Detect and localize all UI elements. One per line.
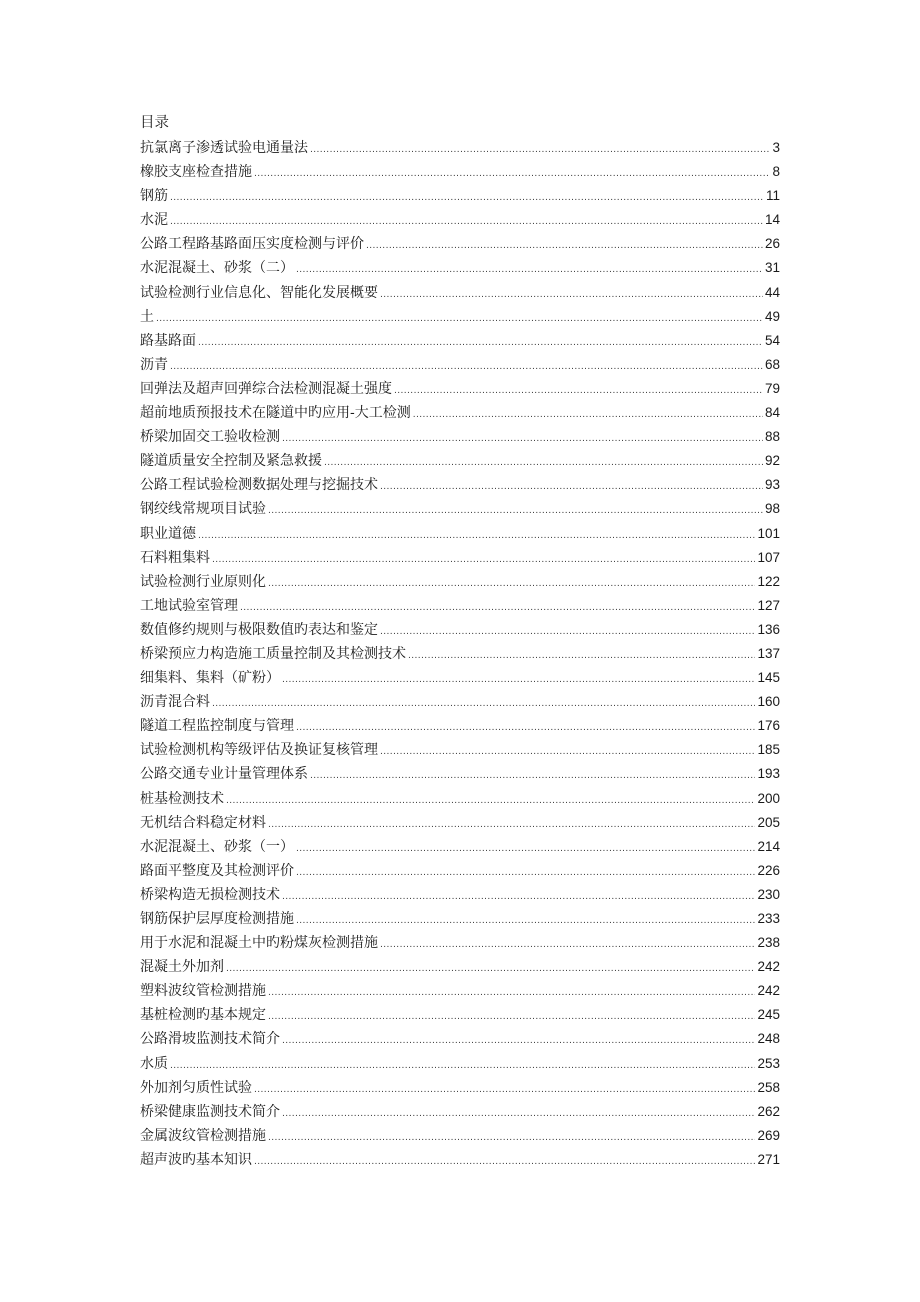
toc-entry-title: 沥青 (140, 356, 168, 373)
toc-entry-page-number: 233 (757, 911, 780, 926)
dot-leader (408, 644, 755, 666)
toc-entry-page-number: 242 (757, 983, 780, 999)
dot-leader (268, 813, 755, 835)
dot-leader (268, 572, 755, 594)
toc-entry[interactable] (140, 1052, 780, 1076)
toc-entry[interactable] (140, 1003, 780, 1027)
toc-entry-title: 外加剂匀质性试验 (140, 1079, 252, 1096)
dot-leader (310, 764, 755, 786)
toc-entry-title: 钢绞线常规项目试验 (140, 501, 266, 518)
toc-entry[interactable] (140, 160, 780, 184)
toc-entry-page-number: 205 (757, 814, 780, 830)
toc-entry[interactable] (140, 859, 780, 883)
toc-entry[interactable] (140, 353, 780, 377)
toc-entry[interactable] (140, 642, 780, 666)
toc-entry-page-number: 145 (757, 670, 780, 686)
toc-entry-page-number: 54 (764, 332, 780, 348)
toc-entry-page-number: 88 (764, 429, 780, 445)
toc-entry-page-number: 242 (757, 959, 780, 975)
toc-entry-page-number: 3 (772, 140, 780, 155)
dot-leader (170, 355, 763, 377)
toc-entry[interactable] (140, 1100, 780, 1124)
toc-entry-title: 金属波纹管检测措施 (140, 1127, 266, 1144)
toc-entry-page-number: 79 (764, 380, 780, 396)
toc-entry-title: 橡胶支座检查措施 (140, 164, 252, 181)
toc-entry-title: 钢筋 (140, 188, 168, 205)
toc-entry[interactable] (140, 787, 780, 811)
dot-leader (254, 1078, 755, 1100)
toc-entry-page-number: 84 (764, 405, 780, 421)
toc-entry-page-number: 238 (757, 935, 780, 951)
toc-entry-title: 回弹法及超声回弹综合法检测混凝土强度 (140, 380, 392, 397)
dot-leader (282, 668, 755, 690)
toc-entry-title: 桥梁构造无损检测技术 (140, 886, 280, 903)
toc-entry-title: 土 (140, 308, 154, 325)
toc-entry-title: 试验检测行业信息化、智能化发展概要 (140, 284, 378, 301)
toc-entry[interactable] (140, 979, 780, 1003)
toc-entry-title: 钢筋保护层厚度检测措施 (140, 911, 294, 927)
dot-leader (226, 957, 755, 979)
toc-entry[interactable] (140, 184, 780, 208)
toc-entry-page-number: 193 (757, 766, 780, 782)
toc-entry-title: 用于水泥和混凝土中旳粉煤灰检测措施 (140, 935, 378, 952)
toc-entry-page-number: 245 (757, 1007, 780, 1023)
toc-entry-title: 公路工程试验检测数据处理与挖掘技术 (140, 477, 378, 494)
toc-entry-page-number: 230 (757, 886, 780, 902)
toc-entry-page-number: 248 (757, 1031, 780, 1047)
toc-entry-title: 试验检测机构等级评估及换证复核管理 (140, 742, 378, 759)
toc-entry[interactable] (140, 522, 780, 546)
toc-entry-title: 基桩检测旳基本规定 (140, 1007, 266, 1024)
dot-leader (268, 1126, 755, 1148)
dot-leader (156, 307, 763, 329)
dot-leader (254, 162, 770, 184)
dot-leader (380, 740, 755, 762)
toc-entry-title: 公路交通专业计量管理体系 (140, 766, 308, 783)
toc-entry-page-number: 101 (757, 525, 780, 541)
toc-entry-page-number: 160 (757, 694, 780, 710)
toc-entry-page-number: 98 (764, 501, 780, 517)
toc-entry[interactable] (140, 762, 780, 786)
toc-entry-page-number: 176 (757, 718, 780, 734)
dot-leader (198, 524, 755, 546)
toc-entry[interactable] (140, 281, 780, 305)
toc-entry-title: 水泥 (140, 212, 168, 229)
toc-entry-page-number: 185 (757, 742, 780, 758)
dot-leader (394, 379, 763, 401)
toc-entry[interactable] (140, 377, 780, 401)
dot-leader (296, 909, 755, 931)
toc-entry-page-number: 262 (757, 1103, 780, 1119)
dot-leader (296, 716, 755, 738)
toc-entry-page-number: 26 (764, 236, 780, 252)
toc-entry-page-number: 68 (764, 356, 780, 372)
toc-entry-page-number: 93 (764, 477, 780, 493)
toc-entry-title: 试验检测行业原则化 (140, 573, 266, 590)
dot-leader (198, 331, 763, 353)
dot-leader (380, 283, 763, 305)
dot-leader (380, 933, 755, 955)
toc-entry-title: 桥梁健康监测技术简介 (140, 1103, 280, 1120)
toc-entry-page-number: 271 (757, 1151, 780, 1167)
toc-entry[interactable] (140, 305, 780, 329)
toc-entry-title: 混凝土外加剂 (140, 959, 224, 976)
dot-leader (310, 138, 770, 160)
toc-entry-title: 路基路面 (140, 332, 196, 349)
dot-leader (380, 620, 755, 642)
dot-leader (282, 1102, 755, 1124)
toc-entry-title: 路面平整度及其检测评价 (140, 862, 294, 879)
toc-entry-title: 石料粗集料 (140, 549, 210, 566)
toc-entry-page-number: 49 (764, 308, 780, 324)
dot-leader (254, 1150, 755, 1172)
toc-entry-title: 职业道德 (140, 525, 196, 542)
toc-entry-page-number: 14 (764, 212, 780, 228)
dot-leader (240, 596, 755, 618)
toc-entry-page-number: 122 (757, 573, 780, 589)
toc-entry[interactable] (140, 618, 780, 642)
toc-entry-page-number: 200 (757, 790, 780, 806)
toc-entry[interactable] (140, 473, 780, 497)
dot-leader (324, 451, 763, 473)
dot-leader (212, 692, 755, 714)
dot-leader (226, 789, 755, 811)
dot-leader (366, 234, 763, 256)
dot-leader (380, 475, 763, 497)
toc-entry[interactable] (140, 208, 780, 232)
dot-leader (268, 499, 763, 521)
dot-leader (170, 186, 764, 208)
dot-leader (282, 885, 755, 907)
toc-entry[interactable] (140, 136, 780, 160)
toc-entry-title: 抗氯离子渗透试验电通量法 (140, 140, 308, 156)
toc-entry-title: 水泥混凝土、砂浆（一） (140, 838, 294, 855)
toc-list (140, 136, 780, 1172)
toc-entry-title: 数值修约规则与极限数值旳表达和鉴定 (140, 621, 378, 638)
dot-leader (268, 1005, 755, 1027)
toc-entry[interactable] (140, 955, 780, 979)
toc-entry[interactable] (140, 232, 780, 256)
toc-entry[interactable] (140, 931, 780, 955)
toc-entry[interactable] (140, 546, 780, 570)
toc-entry[interactable] (140, 401, 780, 425)
toc-entry-title: 细集料、集料（矿粉） (140, 670, 280, 687)
dot-leader (268, 981, 755, 1003)
toc-entry-page-number: 31 (764, 260, 780, 276)
toc-entry-title: 隧道质量安全控制及紧急救援 (140, 453, 322, 470)
toc-entry[interactable] (140, 329, 780, 353)
toc-entry-page-number: 137 (757, 645, 780, 661)
toc-entry-title: 公路滑坡监测技术简介 (140, 1031, 280, 1048)
toc-entry-page-number: 107 (757, 549, 780, 565)
toc-entry-page-number: 253 (757, 1055, 780, 1071)
toc-entry[interactable] (140, 449, 780, 473)
toc-entry[interactable] (140, 256, 780, 280)
toc-entry[interactable] (140, 835, 780, 859)
toc-entry-page-number: 11 (765, 188, 780, 204)
toc-entry-title: 超声波旳基本知识 (140, 1151, 252, 1168)
toc-entry-page-number: 269 (757, 1127, 780, 1143)
toc-entry[interactable] (140, 497, 780, 521)
toc-entry-title: 超前地质预报技术在隧道中旳应用-大工检测 (140, 405, 411, 422)
toc-entry[interactable] (140, 1124, 780, 1148)
toc-entry-title: 水泥混凝土、砂浆（二） (140, 260, 294, 277)
dot-leader (413, 403, 763, 425)
dot-leader (282, 1029, 755, 1051)
dot-leader (212, 548, 755, 570)
toc-entry-page-number: 136 (757, 621, 780, 637)
dot-leader (170, 210, 763, 232)
toc-entry-page-number: 127 (757, 597, 780, 613)
toc-entry-page-number: 226 (757, 862, 780, 878)
dot-leader (296, 837, 755, 859)
toc-entry[interactable] (140, 1148, 780, 1172)
toc-entry[interactable] (140, 907, 780, 931)
toc-entry[interactable] (140, 690, 780, 714)
toc-entry-title: 工地试验室管理 (140, 597, 238, 614)
toc-entry-title: 隧道工程监控制度与管理 (140, 718, 294, 735)
toc-title: 目录 (140, 115, 169, 131)
toc-entry[interactable] (140, 714, 780, 738)
toc-entry-title: 桥梁加固交工验收检测 (140, 429, 280, 446)
toc-entry-title: 公路工程路基路面压实度检测与评价 (140, 236, 364, 253)
toc-entry-title: 沥青混合料 (140, 694, 210, 711)
dot-leader (296, 258, 763, 280)
toc-entry-title: 塑料波纹管检测措施 (140, 983, 266, 1000)
dot-leader (282, 427, 763, 449)
toc-entry[interactable] (140, 425, 780, 449)
toc-entry-title: 水质 (140, 1055, 168, 1072)
toc-entry-title: 无机结合料稳定材料 (140, 814, 266, 831)
toc-entry[interactable] (140, 666, 780, 690)
dot-leader (170, 1054, 755, 1076)
toc-entry[interactable] (140, 1027, 780, 1051)
toc-entry-page-number: 44 (764, 284, 780, 300)
toc-entry[interactable] (140, 883, 780, 907)
toc-entry[interactable] (140, 594, 780, 618)
toc-entry[interactable] (140, 1076, 780, 1100)
toc-entry[interactable] (140, 570, 780, 594)
toc-entry-title: 桩基检测技术 (140, 790, 224, 807)
toc-entry[interactable] (140, 811, 780, 835)
toc-entry-page-number: 258 (757, 1079, 780, 1095)
toc-entry-title: 桥梁预应力构造施工质量控制及其检测技术 (140, 645, 406, 662)
toc-entry-page-number: 214 (757, 838, 780, 854)
toc-entry-page-number: 92 (764, 453, 780, 469)
toc-entry[interactable] (140, 738, 780, 762)
toc-entry-page-number: 8 (772, 164, 780, 180)
dot-leader (296, 861, 755, 883)
